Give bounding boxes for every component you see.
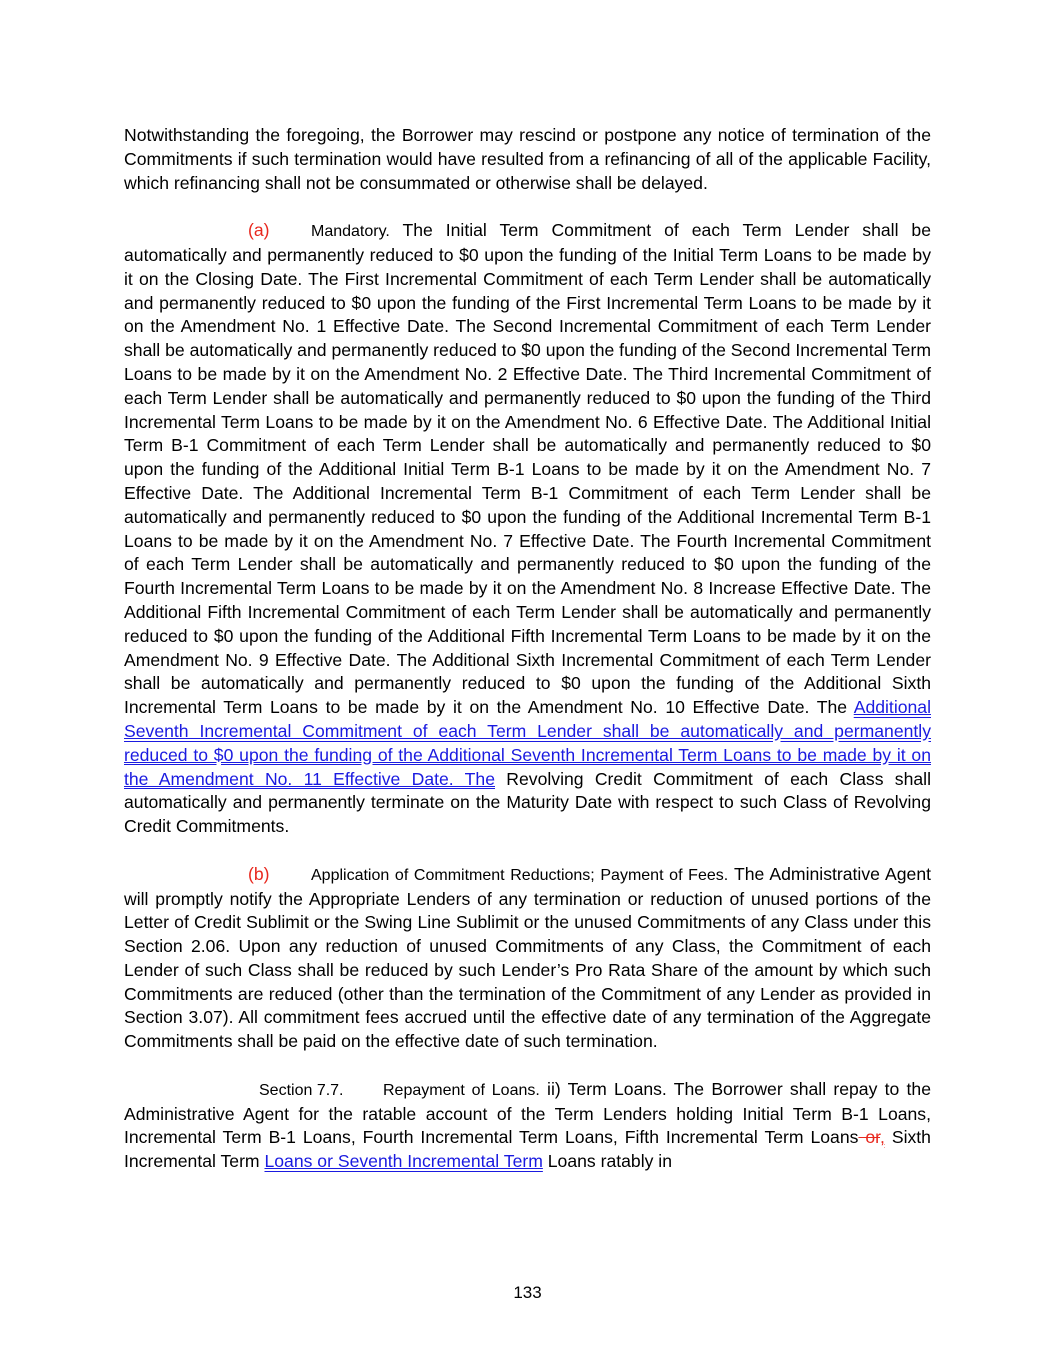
paragraph-gap: [124, 1054, 931, 1078]
clause-a-text: The Initial Term Commitment of each Term Lender shall be automatically and permanently reduced to $0 upon the funding of the Initial Term Loans to be made by it on the Closing Date. The First Incremental Commitment of each Term Lender shall be automatically and permanently reduced to $0 upon the funding of the First Incremental Term Loans to be made by it on the Amendment No. 1 Effective Date. The Second Incremental Commitment of each Term Lender shall be automatically and permanently reduced to $0 upon the funding of the Second Incremental Term Loans to be made by it on the Amendment No. 2 Effective Date. The Third Incremental Commitment of each Term Lender shall be automatically and permanently reduced to $0 upon the funding of the Third Incremental Term Loans to be made by it on the Amendment No. 6 Effective Date. The Additional Initial Term B-1 Commitment of each Term Lender shall be automatically and permanently reduced to $0 upon the funding of the Additional Initial Term B-1 Loans to be made by it on the Amendment No. 7 Effective Date. The Additional Incremental Term B-1 Commitment of each Term Lender shall be automatically and permanently reduced to $0 upon the funding of the Additional Incremental Term B-1 Loans to be made by it on the Amendment No. 7 Effective Date. The Fourth Incremental Commitment of each Term Lender shall be automatically and permanently reduced to $0 upon the funding of the Fourth Incremental Term Loans to be made by it on the Amendment No. 8 Increase Effective Date. The Additional Fifth Incremental Commitment of each Term Lender shall be automatically and permanently reduced to $0 upon the funding of the Additional Fifth Incremental Term Loans to be made by it on the Amendment No. 9 Effective Date. The Additional Sixth Incremental Commitment of each Term Lender shall be automatically and permanently reduced to $0 upon the funding of the Additional Sixth Incremental Term Loans to be made by it on the Amendment No. 10 Effective Date. The: [124, 220, 931, 718]
section-7-7-repayment: [124, 1078, 931, 1174]
section-text: Term Loans. The Borrower shall repay to the Administrative Agent for the ratable account of the Term Lenders holding Initial Term B-1 Loans, Incremental Term B-1 Loans, Fourth Incremental Term Loans, Fifth Incremental Term Loans: [124, 1078, 931, 1148]
clause-b-text: The Administrative Agent will promptly notify the Appropriate Lenders of any termination or reduction of unused portions of the Letter of Credit Sublimit or the Swing Line Sublimit or the unused Commitments of any Class under this Section 2.06. Upon any reduction of unused Commitments of any Class, the Commitment of each Lender of such Class shall be reduced by such Lender’s Pro Rata Share of the amount by which such Commitments are reduced (other than the termination of the Commitment of any Lender as provided in Section 3.07). All commitment fees accrued until the effective date of any termination of the Aggregate Commitments shall be paid on the effective date of such termination.: [124, 863, 932, 1052]
inserted-comma: ,: [880, 1127, 885, 1148]
clause-heading-mandatory: Mandatory.: [311, 223, 390, 241]
page-number: 133: [513, 1283, 542, 1302]
clause-a-text-end: Revolving Credit Commitment of each Class shall automatically and permanently terminate on the Maturity Date with respect to such Class of Revolving Credit Commitments.: [124, 768, 931, 837]
deleted-text-or: or: [858, 1127, 881, 1148]
paragraph-notwithstanding: Notwithstanding the foregoing, the Borrower may rescind or postpone any notice of termination of the Commitments if such termination would have resulted from a refinancing of all of the applicable Facility, which refinancing shall not be consummated or otherwise shall be delayed.: [124, 125, 931, 193]
paragraph-gap: [124, 195, 931, 219]
subsection-number: ii): [539, 1078, 561, 1099]
clause-number-b: (b): [248, 863, 270, 884]
section-number: Section 7.7.: [259, 1081, 344, 1099]
document-page: [124, 124, 931, 1174]
clause-heading-application: Application of Commitment Reductions; Payment of Fees.: [311, 866, 729, 884]
section-heading-repayment: Repayment of Loans.: [383, 1081, 540, 1099]
inserted-text-seventh-loans: Loans or Seventh Incremental Term: [264, 1151, 543, 1172]
paragraph-gap: [124, 839, 931, 863]
paragraph-b-application: [124, 863, 931, 1054]
inserted-text-seventh-incremental: Additional Seventh Incremental Commitment of each Term Lender shall be automatically and permanently reduced to $0 upon the funding of the Additional Seventh Incremental Term Loans to be made by it on the Amendment No. 11 Effective Date. The: [124, 697, 931, 789]
section-text-end: Loans ratably in: [542, 1151, 672, 1172]
clause-number-a: (a): [248, 220, 270, 241]
paragraph-a-mandatory: [124, 219, 931, 839]
section-text-sixth: Sixth Incremental Term: [124, 1127, 931, 1172]
